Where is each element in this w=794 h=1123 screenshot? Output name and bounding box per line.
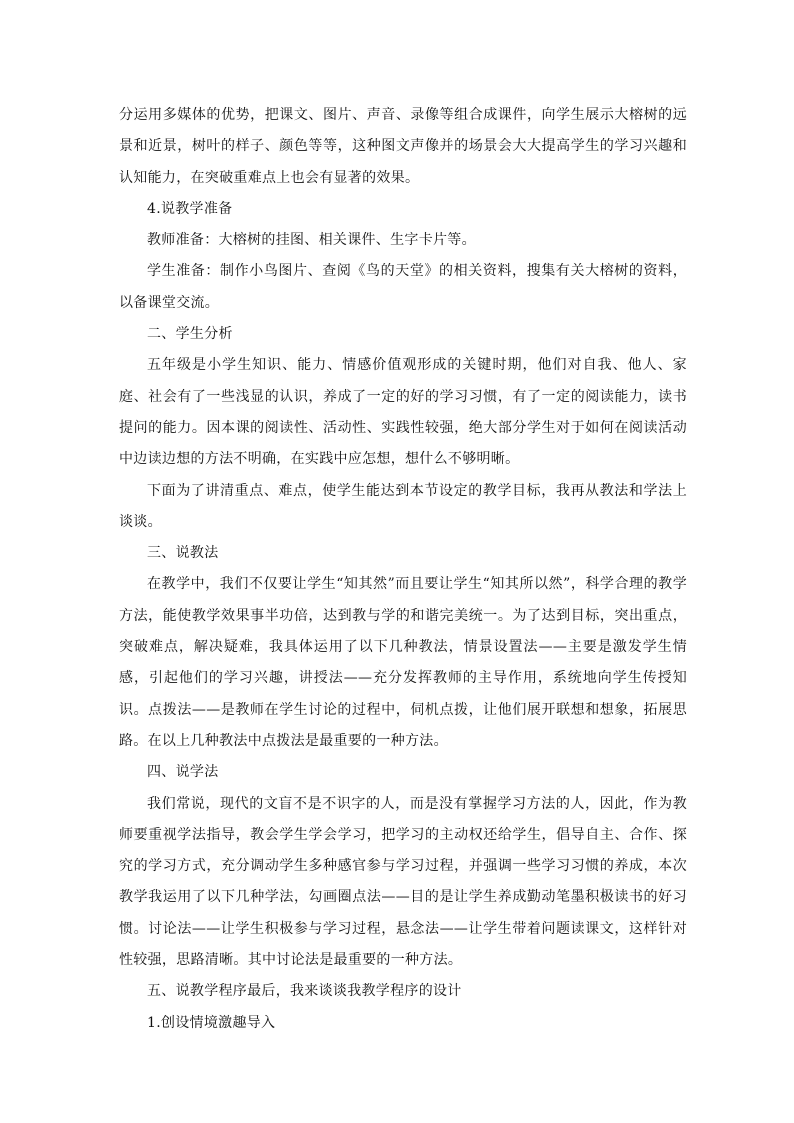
section-heading: 五、说教学程序最后，我来谈谈我教学程序的设计 — [147, 983, 462, 1000]
section-heading: 三、说教法 — [147, 545, 219, 562]
paragraph: 下面为了讲清重点、难点，使学生能达到本节设定的教学目标，我再从教法和学法上谈谈。 — [119, 482, 687, 530]
section-heading: 4.说教学准备 — [147, 200, 233, 217]
paragraph: 五年级是小学生知识、能力、情感价值观形成的关键时期，他们对自我、他人、家庭、社会有了一些浅显的认识，养成了一定的好的学习习惯，有了一定的阅读能力，读书提问的能力。因本课的阅读性、活动性、实践性较强，绝大部分学生对于如何在阅读活动中边读边想的方法不明确，在实践中应怎想，想什么不够明晰。 — [119, 357, 687, 468]
paragraph: 教师准备：大榕树的挂图、相关课件、生字卡片等。 — [147, 232, 476, 249]
document-body — [119, 100, 687, 1039]
section-heading: 1.创设情境激趣导入 — [147, 1014, 276, 1031]
section-heading: 二、学生分析 — [147, 326, 233, 343]
paragraph: 我们常说，现代的文盲不是不识字的人，而是没有掌握学习方法的人，因此，作为教师要重视学法指导，教会学生学会学习，把学习的主动权还给学生，倡导自主、合作、探究的学习方式，充分调动学生多种感官参与学习过程，并强调一些学习习惯的养成，本次教学我运用了以下几种学法，勾画圈点法——目的是让学生养成勤动笔墨积极读书的好习惯。讨论法——让学生积极参与学习过程，悬念法——让学生带着问题读课文，这样针对性较强，思路清晰。其中讨论法是最重要的一种方法。 — [119, 795, 687, 969]
section-heading: 四、说学法 — [147, 764, 219, 781]
paragraph: 分运用多媒体的优势，把课文、图片、声音、录像等组合成课件，向学生展示大榕树的远景和近景，树叶的样子、颜色等等，这种图文声像并的场景会大大提高学生的学习兴趣和认知能力，在突破重难点上也会有显著的效果。 — [119, 107, 687, 186]
paragraph: 在教学中，我们不仅要让学生“知其然”而且要让学生“知其所以然”，科学合理的教学方法，能使教学效果事半功倍，达到教与学的和谐完美统一。为了达到目标，突出重点，突破难点，解决疑难，我具体运用了以下几种教法，情景设置法——主要是激发学生情感，引起他们的学习兴趣，讲授法——充分发挥教师的主导作用，系统地向学生传授知识。点拨法——是教师在学生讨论的过程中，伺机点拨，让他们展开联想和想象，拓展思路。在以上几种教法中点拨法是最重要的一种方法。 — [119, 576, 687, 749]
paragraph: 学生准备：制作小鸟图片、查阅《鸟的天堂》的相关资料，搜集有关大榕树的资料，以备课堂交流。 — [119, 263, 687, 311]
